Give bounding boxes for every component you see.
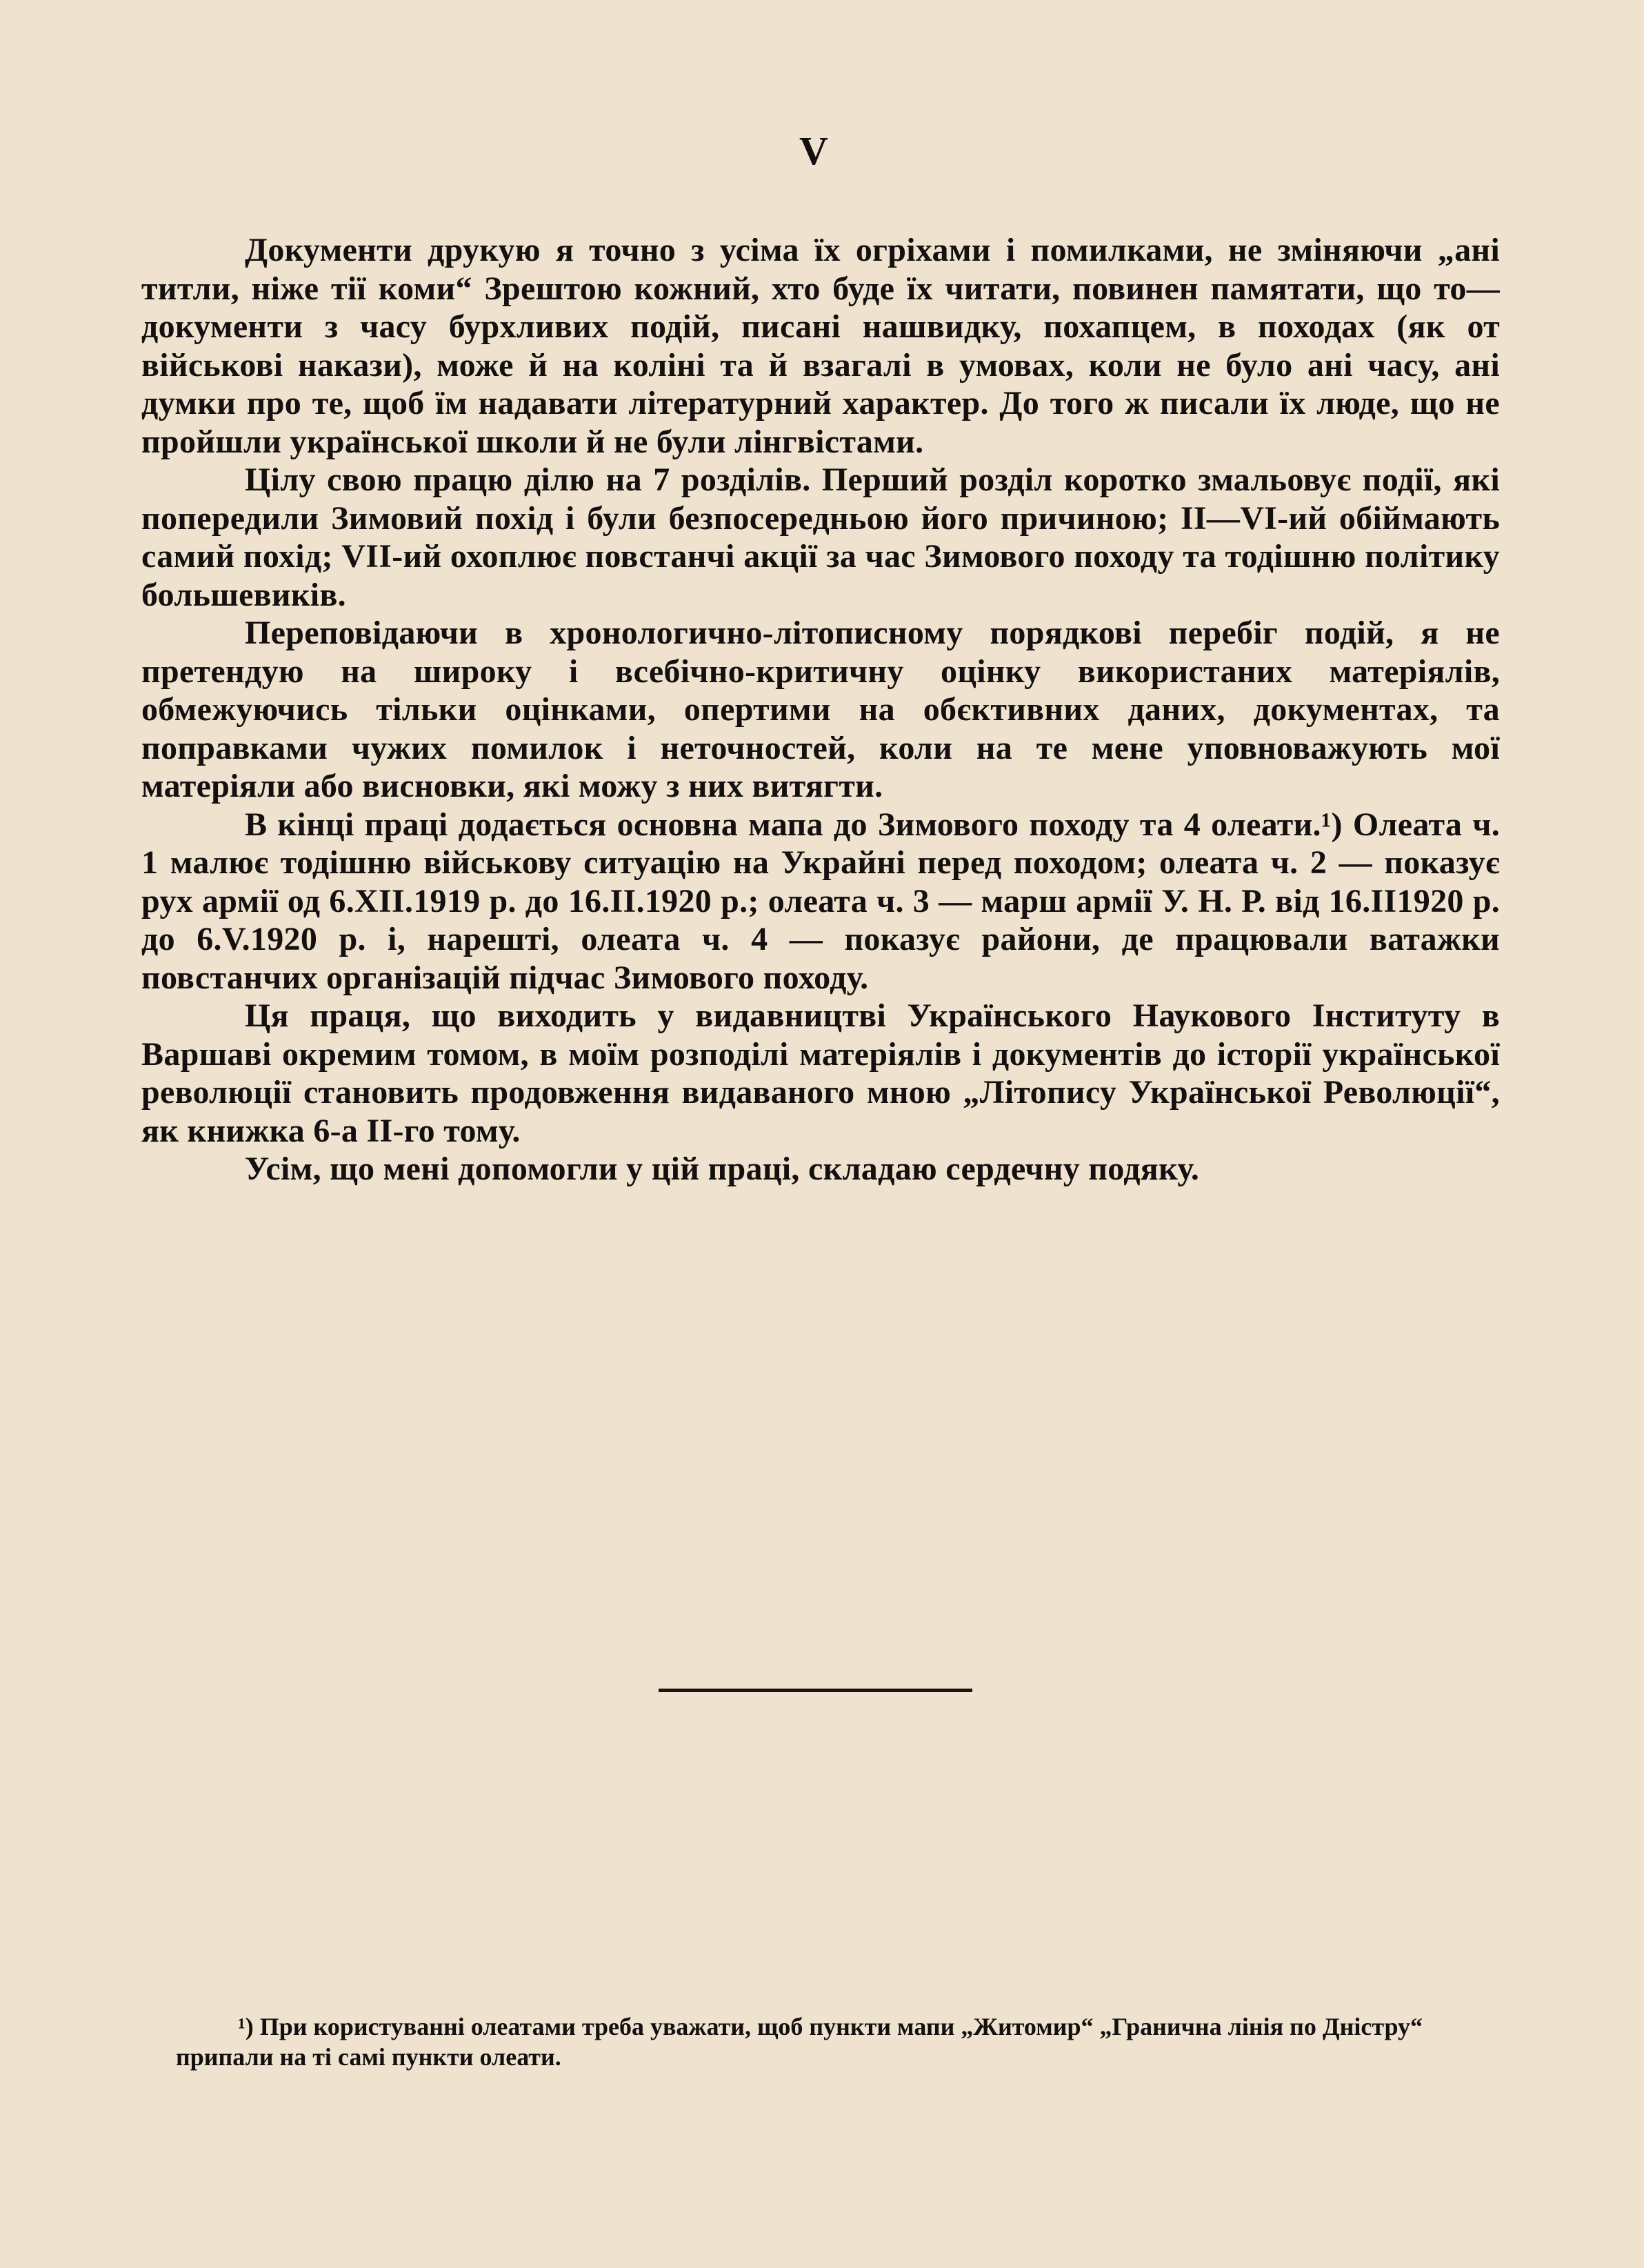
footnote xyxy=(176,2011,1500,2072)
body-text xyxy=(141,231,1500,1188)
page-number: V xyxy=(799,128,828,173)
footnote-text: ¹) При користуванні олеатами треба уважати, щоб пункти мапи „Житомир“ „Гранична лінія по Дністру“ припали на ті самі пункти олеати. xyxy=(176,2013,1423,2071)
paragraph-2: Цілу свою працю ділю на 7 розділів. Перший розділ коротко змальовує події, які попередили Зимовий похід і були безпосередньою його причиною; II—VI-ий обіймають самий похід; VII-ий охоплює повстанчі акції за час Зимового походу та тодішню політику большевиків. xyxy=(141,461,1500,613)
paragraph-4: В кінці праці додається основна мапа до Зимового походу та 4 олеати.¹) Олеата ч. 1 малює тодішню військову ситуацію на Украйні перед походом; олеата ч. 2 — показує рух армії од 6.XII.1919 р. до 16.II.1920 р.; олеата ч. 3 — марш армії У. Н. Р. від 16.II1920 р. до 6.V.1920 р. і, нарешті, олеата ч. 4 — показує райони, де працювали ватажки повстанчих організацій підчас Зимового походу. xyxy=(141,806,1500,996)
paragraph-5: Ця праця, що виходить у видавництві Українського Наукового Інституту в Варшаві окремим томом, в моїм розподілі матеріялів і документів до історії української революції становить продовження видаваного мною „Літопису Української Революції“, як книжка 6-а II-го тому. xyxy=(141,997,1500,1149)
paragraph-3: Переповідаючи в хронологично-літописному порядкові перебіг подій, я не претендую на широку і всебічно-критичну оцінку використаних матеріялів, обмежуючись тільки оцінками, опертими на обєктивних даних, документах, та поправками чужих помилок і неточностей, коли на те мене уповноважують мої матеріяли або висновки, які можу з них витягти. xyxy=(141,615,1500,804)
paragraph-1: Документи друкую я точно з усіма їх огріхами і помилками, не зміняючи „ані титли, ніже тії коми“ Зрештою кожний, хто буде їх читати, повинен памятати, що то—документи з часу бурхливих подій, писані нашвидку, похапцем, в походах (як от військові накази), може й на коліні та й взагалі в умовах, коли не було ані часу, ані думки про те, щоб їм надавати літературний характер. До того ж писали їх люде, що не пройшли української школи й не були лінгвістами. xyxy=(141,232,1500,460)
separator-rule xyxy=(659,1689,972,1692)
paragraph-6: Усім, що мені допомогли у цій праці, складаю сердечну подяку. xyxy=(245,1151,1200,1187)
